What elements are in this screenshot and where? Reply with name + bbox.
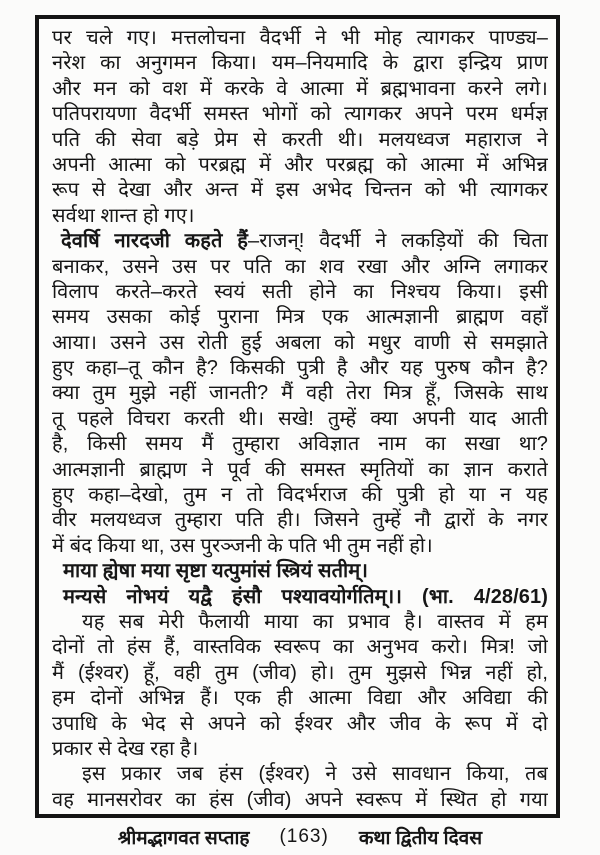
text-segment: नरेश का अनुगमन किया। यम–नियमादि के द्वारा इन्द्रिय प्राण (52, 52, 548, 75)
text-segment: –राजन्! वैदर्भी ने लकड़ियों की चिता (247, 230, 548, 253)
text-line (52, 229, 548, 254)
footer-section-title: कथा द्वितीय दिवस (358, 828, 483, 849)
text-line (52, 331, 548, 356)
text-segment: हुए कहा–देखो, तुम न तो विदर्भराज की पुत्री हो या न यह (52, 484, 548, 507)
text-line (52, 77, 548, 102)
page-text (52, 26, 548, 810)
text-segment: प्रकार से देख रहा है। (52, 737, 199, 760)
page-border-frame (35, 15, 560, 818)
text-line (52, 204, 548, 229)
text-line (52, 559, 548, 584)
text-segment: है, किसी समय मैं तुम्हारा अविज्ञात नाम का सखा था? (52, 433, 548, 456)
text-line (52, 255, 548, 280)
footer-book-title: श्रीमद्भागवत सप्ताह (117, 828, 250, 849)
text-segment: और मन को वश में करके वे आत्मा में ब्रह्मभावना करने लगे। (52, 77, 548, 100)
text-line (52, 661, 548, 686)
text-segment: पति की सेवा बड़े प्रेम से करती थी। मलयध्वज महाराज ने (52, 128, 548, 151)
text-line (52, 102, 548, 127)
text-line (52, 305, 548, 330)
bold-text-segment: माया ह्येषा मया सृष्टा यत्पुमांसं स्त्रियं सतीम्। (63, 560, 369, 583)
text-segment: अपनी आत्मा को परब्रह्म में और परब्रह्म को आत्मा में अभिन्न (52, 153, 548, 176)
text-line (52, 788, 548, 810)
bold-text-segment: देवर्षि नारदजी कहते हैं (61, 230, 248, 253)
text-segment: रूप से देखा और अन्त में इस अभेद चिन्तन को भी त्यागकर (52, 179, 548, 202)
text-line (52, 128, 548, 153)
text-segment: इस प्रकार जब हंस (ईश्वर) ने उसे सावधान किया, तब (82, 763, 548, 786)
text-line (52, 153, 548, 178)
text-segment: क्या तुम मुझे नहीं जानती? मैं वही तेरा मित्र हूँ, जिसके साथ (52, 382, 548, 405)
text-segment: उपाधि के भेद से अपने को ईश्वर और जीव के रूप में दो (52, 712, 548, 735)
text-segment: पतिपरायणा वैदर्भी समस्त भोगों को त्यागकर अपने परम धर्मज्ञ (52, 103, 548, 126)
text-segment: आया। उसने उस रोती हुई अबला को मधुर वाणी से समझाते (52, 331, 548, 354)
page-footer (35, 822, 565, 852)
text-segment: वीर मलयध्वज तुम्हारा पति ही। जिसने तुम्हें नौ द्वारों के नगर (52, 509, 548, 532)
text-segment: दोनों तो हंस हैं, वास्तविक स्वरूप का अनुभव करो। मित्र! जो (52, 636, 548, 659)
text-line (52, 381, 548, 406)
text-line (52, 458, 548, 483)
text-line (52, 483, 548, 508)
text-line (52, 280, 548, 305)
text-line (52, 712, 548, 737)
text-line (52, 26, 548, 51)
text-line (52, 51, 548, 76)
text-segment: पर चले गए। मत्तलोचना वैदर्भी ने भी मोह त्यागकर पाण्ड्य– (52, 27, 548, 49)
text-line (52, 178, 548, 203)
text-segment: विलाप करते–करते स्वयं सती होने का निश्चय किया। इसी (52, 280, 548, 303)
text-line (52, 534, 548, 559)
text-line (52, 686, 548, 711)
text-line (52, 762, 548, 787)
text-line (52, 356, 548, 381)
text-line (52, 737, 548, 762)
text-segment: सर्वथा शान्त हो गए। (52, 204, 195, 227)
text-segment: मैं (ईश्वर) हूँ, वही तुम (जीव) हो। तुम मुझसे भिन्न नहीं हो, (52, 661, 548, 684)
text-segment: आत्मज्ञानी ब्राह्मण ने पूर्व की समस्त स्मृतियों का ज्ञान कराते (52, 458, 548, 481)
text-segment: तू पहले विचरा करती थी। सखे! तुम्हें क्या अपनी याद आती (52, 407, 548, 430)
text-line (52, 432, 548, 457)
bold-text-segment: मन्यसे नोभयं यद्वै हंसौ पश्यावयोर्गतिम्।। (भा. 4/28/61) (63, 585, 548, 608)
text-line (52, 508, 548, 533)
text-line (52, 407, 548, 432)
text-segment: हम दोनों अभिन्न हैं। एक ही आत्मा विद्या और अविद्या की (52, 687, 548, 710)
text-line (52, 585, 548, 610)
text-segment: यह सब मेरी फैलायी माया का प्रभाव है। वास्तव में हम (82, 610, 548, 633)
text-segment: में बंद किया था, उस पुरञ्जनी के पति भी तुम नहीं हो। (52, 534, 433, 557)
text-segment: वह मानसरोवर का हंस (जीव) अपने स्वरूप में स्थित हो गया (52, 788, 548, 810)
footer-page-number: (163) (279, 826, 329, 847)
text-segment: समय उसका कोई पुराना मित्र एक आत्मज्ञानी ब्राह्मण वहाँ (52, 306, 548, 329)
text-line (52, 635, 548, 660)
text-line (52, 610, 548, 635)
text-segment: हुए कहा–तू कौन है? किसकी पुत्री है और यह पुरुष कौन है? (52, 357, 548, 380)
text-segment: बनाकर, उसने उस पर पति का शव रखा और अग्नि लगाकर (52, 255, 548, 278)
